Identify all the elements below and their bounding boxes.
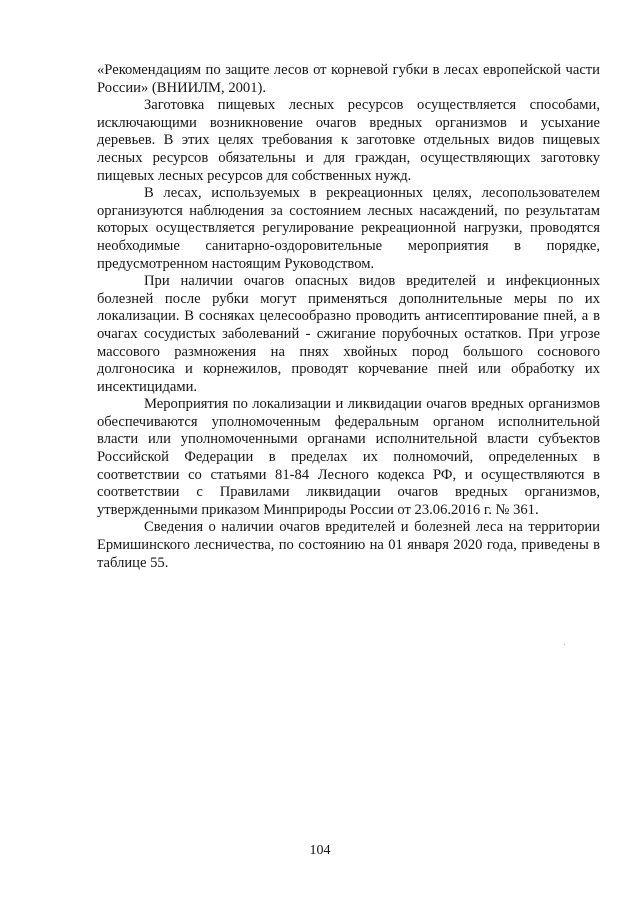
paragraph: При наличии очагов опасных видов вредителей и инфекционных болезней после рубки могут применяться дополнительные меры по их локализации. В сосняках целесообразно проводить антисептирование пней, а в очагах сосудистых заболеваний - сжигание порубочных остатков. При угрозе массового размножения на пнях хвойных пород большого соснового долгоносика и корнежилов, проводят корчевание пней или обработку их инсектицидами. (97, 273, 600, 395)
body-text (97, 62, 600, 572)
paragraph: Заготовка пищевых лесных ресурсов осуществляется способами, исключающими возникновение очагов вредных организмов и усыхание деревьев. В этих целях требования к заготовке отдельных видов пищевых лесных ресурсов обязательны и для граждан, осуществляющих заготовку пищевых лесных ресурсов для собственных нужд. (97, 97, 600, 184)
scan-speck (564, 644, 565, 645)
page-number: 104 (309, 843, 331, 858)
paragraph: Сведения о наличии очагов вредителей и болезней леса на территории Ермишинского лесничества, по состоянию на 01 января 2020 года, приведены в таблице 55. (97, 519, 600, 571)
paragraph: «Рекомендациям по защите лесов от корневой губки в лесах европейской части России» (ВНИИЛМ, 2001). (97, 62, 600, 96)
paragraph: В лесах, используемых в рекреационных целях, лесопользователем организуются наблюдения за состоянием лесных насаждений, по результатам которых осуществляется регулирование рекреационной нагрузки, проводятся необходимые санитарно-оздоровительные мероприятия в порядке, предусмотренном настоящим Руководством. (97, 185, 600, 272)
paragraph: Мероприятия по локализации и ликвидации очагов вредных организмов обеспечиваются уполномоченным федеральным органом исполнительной власти или уполномоченными органами исполнительной власти субъектов Российской Федерации в пределах их полномочий, определенных в соответствии со статьями 81-84 Лесного кодекса РФ, и осуществляются в соответствии с Правилами ликвидации очагов вредных организмов, утвержденными приказом Минприроды России от 23.06.2016 г. № 361. (97, 396, 600, 518)
